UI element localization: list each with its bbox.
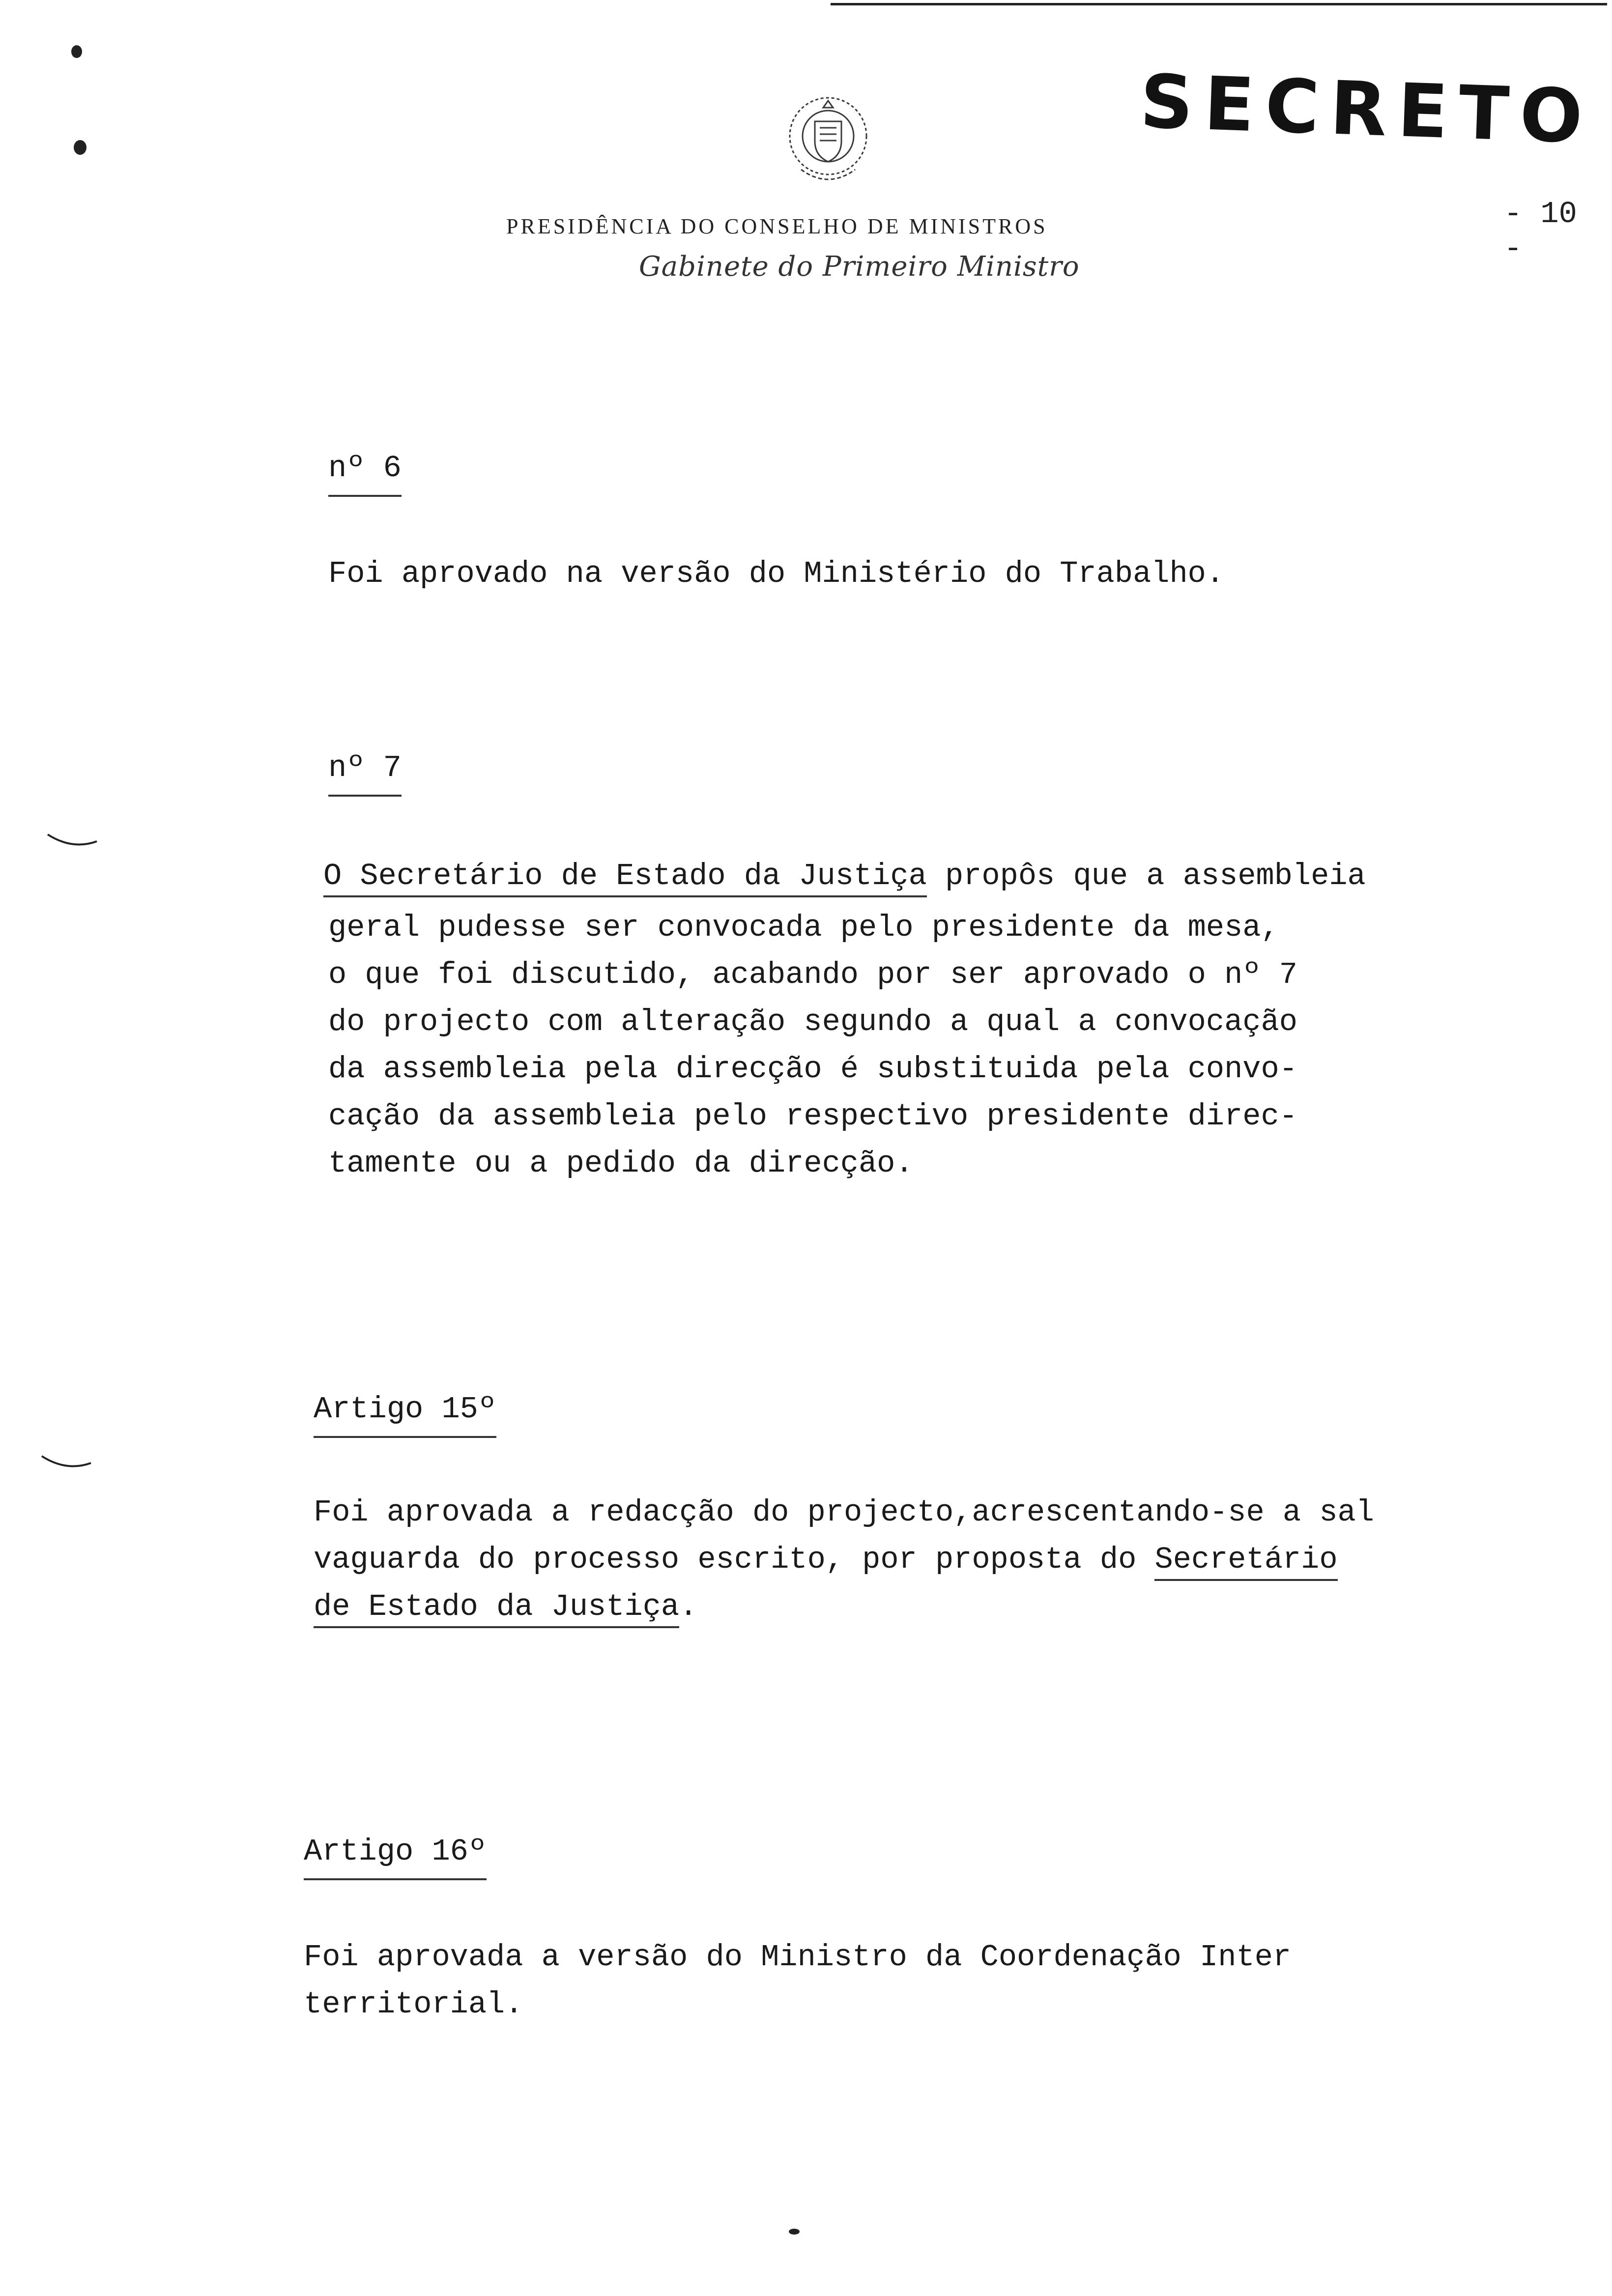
margin-mark-icon [45, 831, 99, 850]
page-number: - 10 - [1504, 197, 1577, 266]
paragraph-line: o que foi discutido, acabando por ser aprovado o nº 7 [328, 957, 1297, 992]
letterhead-title: PRESIDÊNCIA DO CONSELHO DE MINISTROS [506, 214, 1048, 238]
punch-mark [71, 45, 82, 58]
paragraph-line: tamente ou a pedido da direcção. [328, 1146, 914, 1181]
top-rule [831, 3, 1607, 5]
punch-mark [789, 2229, 800, 2235]
paragraph-line: da assembleia pela direcção é substituida pela convo- [328, 1052, 1297, 1087]
section-heading: nº 6 [328, 445, 402, 497]
paragraph-line: O Secretário de Estado da Justiça propôs que a assembleia [323, 853, 1366, 900]
section-heading: Artigo 15º [314, 1386, 496, 1438]
paragraph-line: Foi aprovada a versão do Ministro da Coordenação Inter [304, 1940, 1292, 1975]
punch-mark [74, 140, 86, 155]
paragraph-line: vaguarda do processo escrito, por proposta do Secretário [314, 1536, 1338, 1583]
paragraph-line: geral pudesse ser convocada pelo presidente da mesa, [328, 910, 1279, 945]
paragraph-line: de Estado da Justiça. [314, 1583, 697, 1631]
paragraph-line: territorial. [304, 1987, 523, 2022]
section-heading: Artigo 16º [304, 1828, 487, 1880]
paragraph-line: cação da assembleia pelo respectivo presidente direc- [328, 1099, 1297, 1134]
paragraph-line: Foi aprovada a redacção do projecto,acrescentando-se a sal [314, 1495, 1374, 1530]
coat-of-arms-icon [772, 81, 885, 194]
section-text: Foi aprovado na versão do Ministério do Trabalho. [328, 556, 1225, 591]
secret-stamp: SECRETO [1138, 59, 1595, 161]
section-heading: nº 7 [328, 745, 402, 797]
letterhead-subtitle: Gabinete do Primeiro Ministro [639, 251, 1080, 283]
paragraph-line: do projecto com alteração segundo a qual a convocação [328, 1004, 1297, 1039]
margin-mark-icon [39, 1452, 93, 1472]
